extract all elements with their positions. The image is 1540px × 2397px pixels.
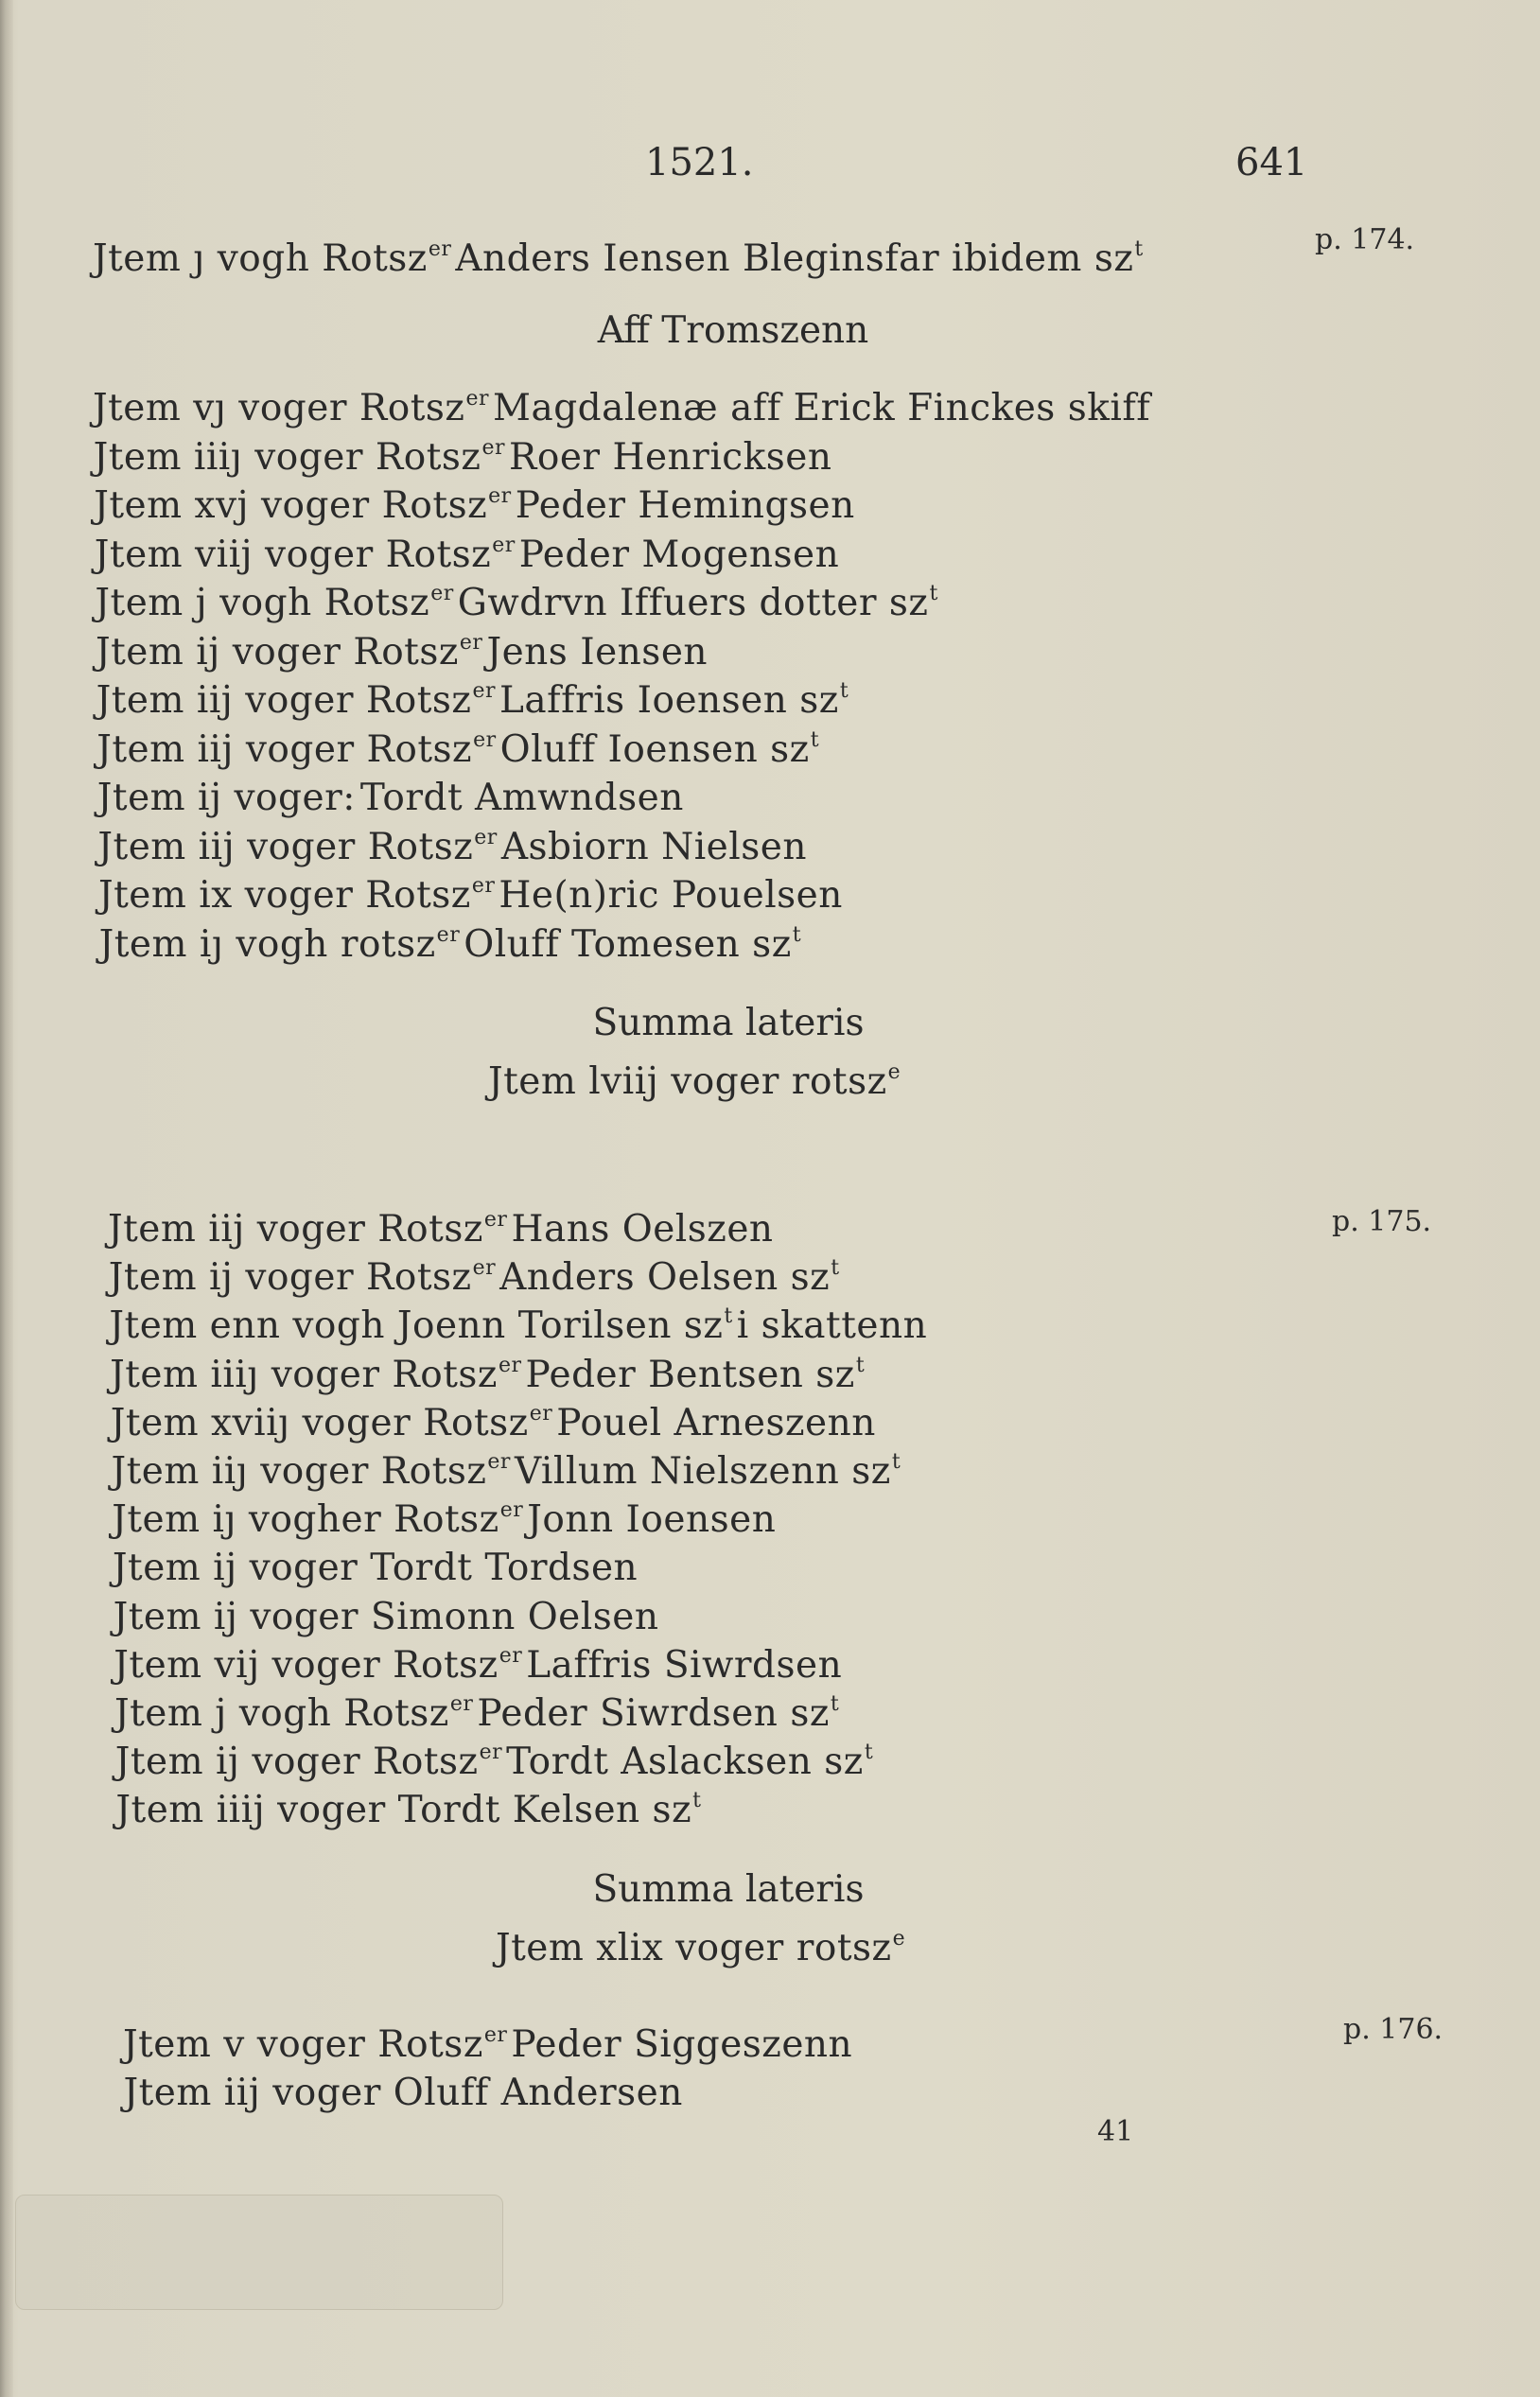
entry-line [112, 1488, 780, 1543]
entry-superscript: er [481, 435, 505, 460]
entry-text: Oluff Tomesen sz [464, 922, 792, 966]
entry-line [98, 864, 848, 919]
entry-superscript: er [479, 1741, 503, 1765]
entry-line [95, 523, 844, 578]
entry-superscript: t [891, 1450, 901, 1474]
entry-text: Jens Iensen [486, 630, 709, 674]
entry-text: Jtem iȷ vogh rotsz [98, 922, 436, 966]
entry-text: Jtem xviiȷ voger Rotsz [110, 1401, 529, 1444]
entry-line [94, 474, 860, 529]
summa-line [496, 1916, 909, 1971]
entry-line [93, 376, 1155, 431]
entry-line [97, 815, 812, 870]
entry-superscript: t [792, 922, 802, 947]
entry-text: Villum Nielszenn sz [514, 1450, 891, 1493]
entry-text: Jtem iij voger Rotsz [97, 825, 474, 868]
entry-text: Jtem iij voger Rotsz [108, 1208, 483, 1251]
entry-text: Peder Bentsen sz [525, 1353, 855, 1396]
entry-line [123, 2013, 857, 2068]
entry-text: Laffris Siwrdsen [526, 1643, 843, 1687]
entry-superscript: t [929, 582, 938, 605]
entry-text: Peder Siwrdsen sz [477, 1692, 830, 1735]
entry-text: Jtem iiiȷ voger Rotsz [110, 1353, 498, 1396]
entry-text: Peder Hemingsen [515, 484, 855, 527]
entry-text: Jtem vij voger Rotsz [114, 1643, 499, 1687]
entry-text: i skattenn [736, 1304, 928, 1348]
header-year: 1521. [645, 141, 754, 184]
entry-text: Roer Henricksen [509, 435, 832, 479]
entry-superscript: er [428, 237, 452, 261]
entry-superscript: er [488, 484, 512, 508]
entry-superscript: er [471, 874, 496, 898]
entry-text: Jtem ij voger Rotsz [108, 1256, 472, 1300]
summa-title: Summa lateris [592, 1868, 865, 1911]
entry-text: Jtem ij voger Tordt Tordsen [112, 1547, 639, 1590]
summa-line [488, 1050, 904, 1105]
entry-superscript: er [483, 1208, 508, 1232]
entry-text: Peder Mogensen [518, 533, 840, 576]
entry-superscript: t [810, 727, 820, 752]
entry-text: Tordt Aslacksen sz [506, 1741, 864, 1784]
entry-superscript: er [492, 533, 516, 557]
entry-superscript: t [724, 1304, 733, 1329]
summa-text: Jtem lviij voger rotsz [488, 1060, 887, 1103]
entry-superscript: er [436, 922, 461, 947]
entry-superscript: er [499, 1498, 524, 1523]
printer-signature: 41 [1097, 2115, 1134, 2148]
entry-line [112, 1440, 905, 1495]
entry-superscript: er [499, 1643, 523, 1668]
entry-text: Oluff Ioensen sz [499, 727, 810, 771]
entry-line [94, 426, 837, 481]
entry-text: Jonn Ioensen [527, 1498, 777, 1542]
entry-text: Jtem iiȷ voger Rotsz [111, 1450, 487, 1493]
entry-superscript: t [692, 1789, 702, 1813]
summa-title: Summa lateris [592, 1002, 865, 1044]
entry-line [108, 1198, 779, 1252]
entry-superscript: er [465, 387, 490, 411]
paper-stain [15, 2195, 503, 2310]
entry-line [115, 1778, 709, 1833]
entry-superscript: t [855, 1353, 866, 1377]
entry-superscript: er [430, 582, 454, 605]
entry-text: Jtem j vogh Rotsz [95, 582, 430, 624]
entry-text: Jtem iiij voger Tordt Kelsen sz [115, 1789, 692, 1832]
entry-superscript: t [830, 1692, 840, 1716]
entry-superscript: er [459, 630, 483, 655]
entry-text: Jtem viij voger Rotsz [94, 533, 492, 576]
entry-superscript: er [529, 1401, 553, 1426]
summa-superscript: e [892, 1927, 906, 1951]
entry-line [114, 1634, 847, 1688]
entry-text: Asbiorn Nielsen [500, 825, 807, 868]
entry-line [109, 1246, 844, 1301]
entry-superscript: er [473, 727, 497, 752]
header-page-number: 641 [1235, 141, 1308, 184]
entry-superscript: er [498, 1353, 522, 1377]
entry-text: Jtem vȷ voger Rotsz [93, 387, 465, 429]
entry-text: Jtem ix voger Rotsz [98, 874, 471, 917]
section-heading: Aff Tromszenn [597, 309, 869, 352]
page-binding-edge [0, 0, 13, 2397]
margin-ref-174: p. 174. [1315, 223, 1415, 256]
entry-line [95, 571, 941, 626]
entry-line [109, 1294, 932, 1349]
entry-superscript: er [472, 679, 497, 703]
entry-text: Jtem iiiȷ voger Rotsz [93, 435, 481, 479]
entry-text: Laffris Ioensen sz [499, 679, 839, 722]
entry-superscript: er [487, 1450, 511, 1474]
entry-line [115, 1730, 878, 1785]
entry-line [111, 1391, 881, 1446]
margin-ref-175: p. 175. [1332, 1205, 1432, 1238]
entry-text: Jtem ij voger Rotsz [96, 630, 459, 674]
summa-superscript: e [887, 1060, 901, 1084]
entry-superscript: er [449, 1692, 474, 1716]
entry-line [96, 621, 712, 675]
entry-text: Anders Oelsen sz [499, 1256, 831, 1300]
entry-line [113, 1536, 647, 1591]
entry-text: Jtem xvj voger Rotsz [94, 484, 488, 527]
entry-text: Jtem iij voger Oluff Andersen [123, 2072, 683, 2114]
entry-text: Magdalenæ aff Erick Finckes skiff [493, 387, 1151, 429]
entry-text: Hans Oelszen [511, 1208, 774, 1251]
entry-superscript: t [839, 679, 849, 703]
entry-text: Jtem ij voger: [96, 777, 356, 819]
entry-line [96, 718, 823, 773]
entry-text: He(n)ric Pouelsen [499, 874, 843, 917]
entry-text: Jtem ij voger Simonn Oelsen [113, 1595, 659, 1638]
entry-text: Anders Iensen Bleginsfar ibidem sz [455, 237, 1134, 280]
entry-superscript: er [483, 2023, 508, 2047]
entry-text: Jtem v voger Rotsz [123, 2023, 483, 2066]
entry-line [114, 1682, 843, 1737]
entry-line [114, 1585, 669, 1640]
margin-ref-176: p. 176. [1343, 2013, 1444, 2046]
entry-superscript: t [1134, 237, 1144, 261]
summa-text: Jtem xlix voger rotsz [496, 1927, 892, 1969]
entry-line [93, 227, 1147, 282]
entry-text: Pouel Arneszenn [556, 1401, 876, 1444]
entry-text: Jtem iij voger Rotsz [96, 679, 472, 722]
entry-line [97, 766, 689, 821]
entry-line [96, 669, 853, 724]
entry-superscript: er [474, 825, 498, 849]
entry-text: Jtem ij voger Rotsz [114, 1741, 479, 1784]
entry-superscript: er [472, 1256, 497, 1281]
entry-superscript: t [864, 1741, 874, 1765]
entry-line [99, 913, 806, 968]
entry-text: Jtem iȷ vogher Rotsz [112, 1498, 499, 1542]
entry-text: Tordt Amwndsen [359, 777, 684, 819]
entry-line [110, 1343, 868, 1398]
entry-text: Jtem enn vogh Joenn Torilsen sz [109, 1304, 724, 1348]
entry-text: Jtem ȷ vogh Rotsz [93, 237, 428, 280]
entry-superscript: t [831, 1256, 840, 1281]
entry-text: Jtem j vogh Rotsz [114, 1692, 449, 1735]
entry-line [124, 2061, 692, 2116]
entry-text: Peder Siggeszenn [511, 2023, 853, 2066]
entry-text: Gwdrvn Iffuers dotter sz [457, 582, 929, 624]
entry-text: Jtem iij voger Rotsz [96, 727, 473, 771]
